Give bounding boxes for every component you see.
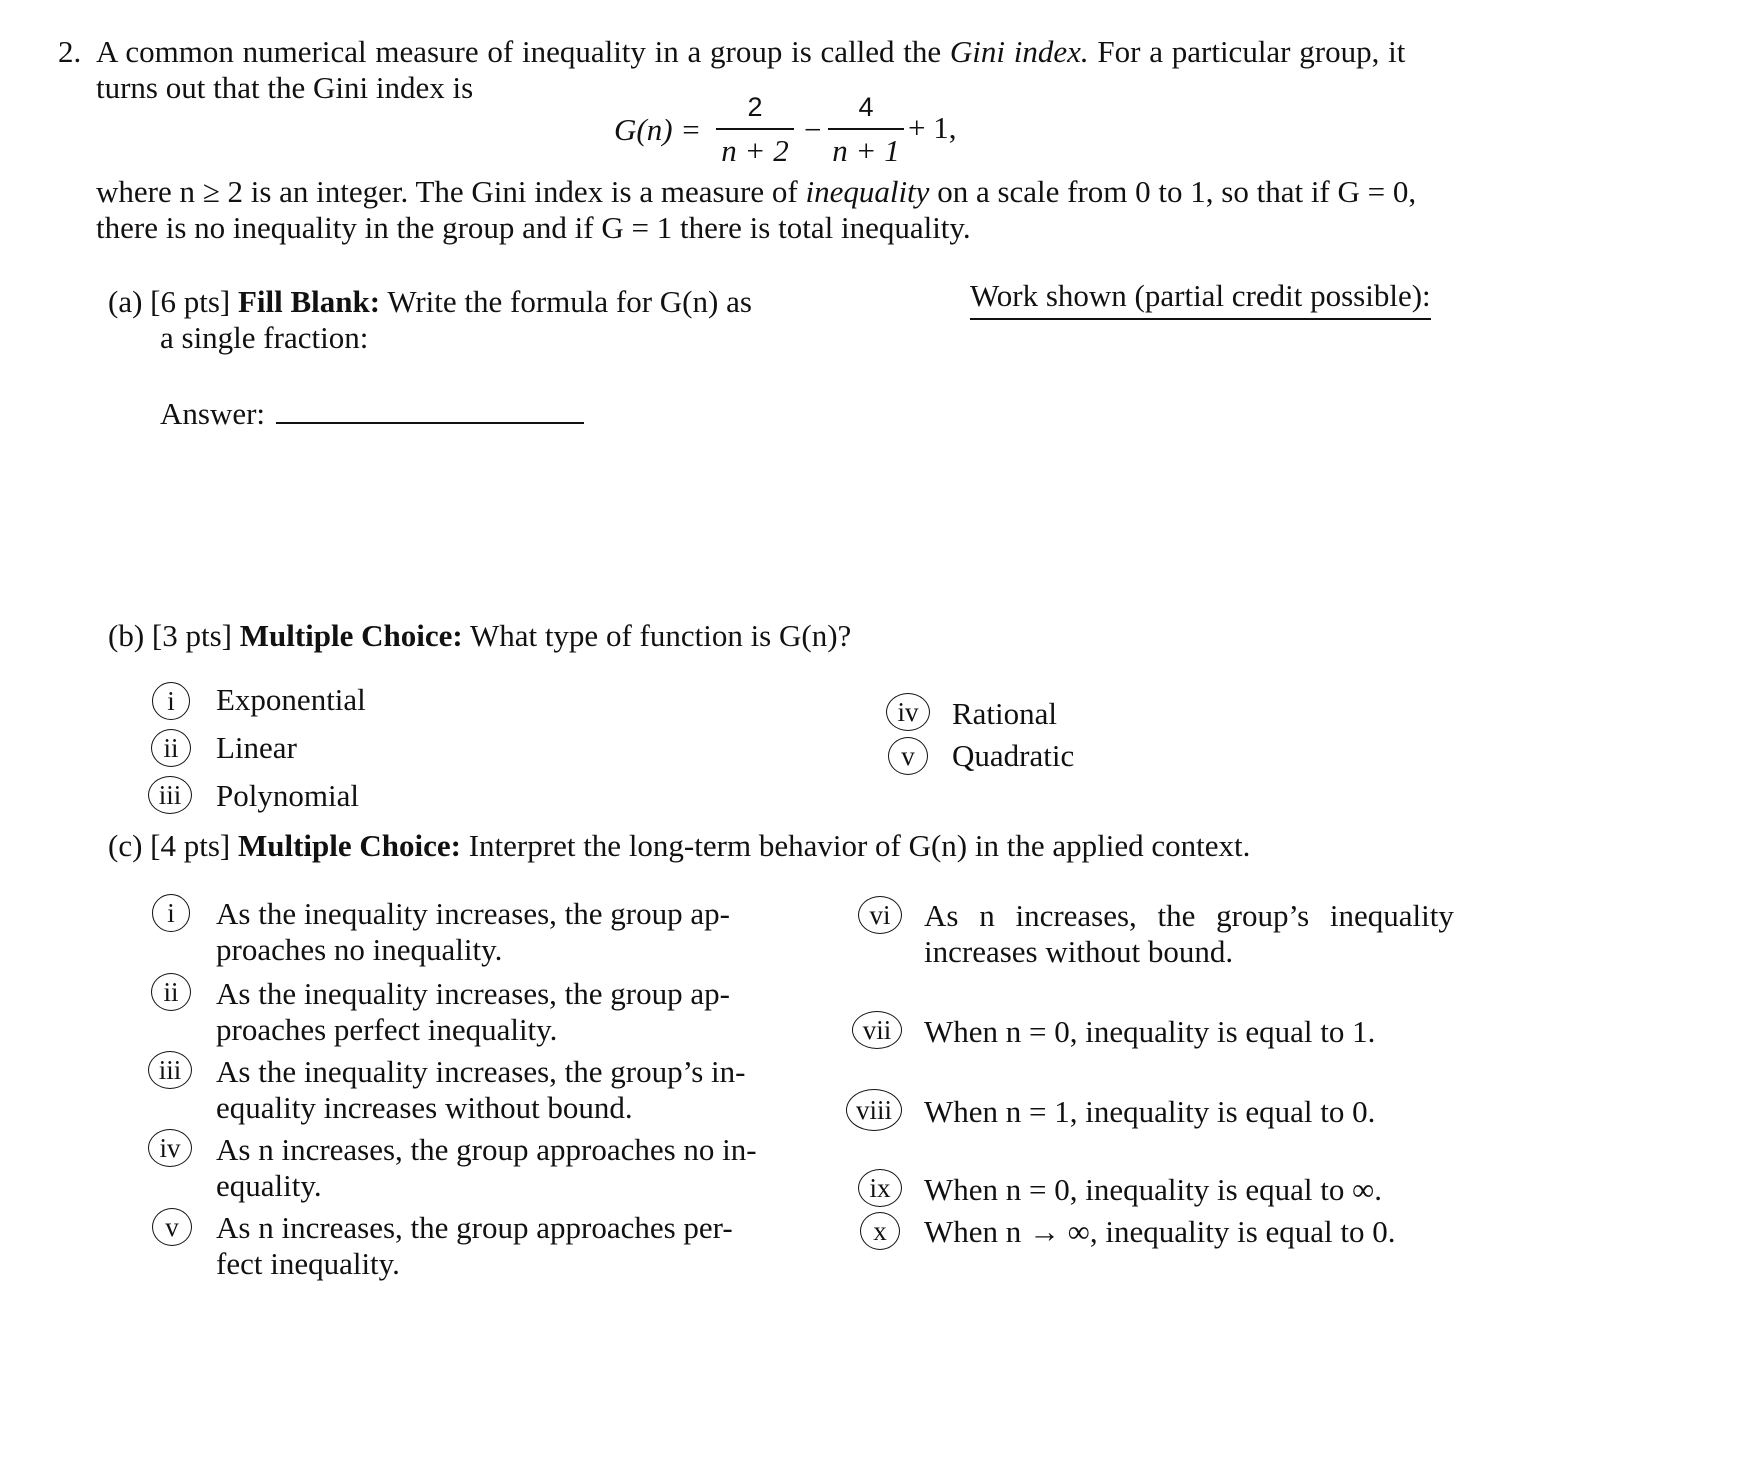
option-c-ix-marker[interactable]: ix	[858, 1169, 902, 1207]
option-c-vii-marker[interactable]: vii	[852, 1011, 902, 1049]
part-c-label: (c)	[108, 828, 143, 863]
part-a-kind: Fill Blank:	[237, 284, 381, 319]
option-b-iii-marker[interactable]: iii	[148, 776, 192, 814]
option-b-iv-marker[interactable]: iv	[886, 693, 930, 731]
intro-term: Gini index.	[949, 34, 1089, 69]
part-b-heading	[108, 616, 851, 656]
option-c-iv-line2: equality.	[216, 1168, 322, 1203]
option-c-ii-marker[interactable]: ii	[151, 973, 191, 1011]
option-c-i-marker[interactable]: i	[152, 894, 190, 932]
part-c-question: Interpret the long-term behavior of G(n) in the applied context.	[468, 828, 1251, 863]
answer-label: Answer:	[160, 396, 266, 431]
formula-tail: + 1,	[908, 110, 957, 145]
fraction-2-denominator: n + 1	[832, 133, 900, 168]
option-c-viii-marker[interactable]: viii	[846, 1089, 902, 1131]
fraction-1-denominator: n + 2	[721, 133, 789, 168]
where-text-post: on a scale from 0 to 1, so that if G = 0,	[937, 174, 1417, 209]
option-b-i-text: Exponential	[216, 682, 366, 717]
problem-intro-line1	[96, 32, 1405, 72]
option-c-v-marker[interactable]: v	[152, 1208, 192, 1246]
option-c-iii-line2: equality increases without bound.	[216, 1090, 633, 1125]
intro-text-pre: A common numerical measure of inequality in a group is called the	[96, 34, 942, 69]
option-c-iii-marker[interactable]: iii	[148, 1051, 192, 1089]
part-c-kind: Multiple Choice:	[237, 828, 461, 863]
option-c-x-marker[interactable]: x	[860, 1212, 900, 1250]
option-b-i-marker[interactable]: i	[152, 682, 190, 720]
part-b-kind: Multiple Choice:	[239, 618, 463, 653]
option-b-ii-text: Linear	[216, 730, 297, 765]
part-c-heading	[108, 826, 1250, 866]
formula-fraction-2	[828, 88, 904, 170]
part-a-text: Write the formula for G(n) as	[387, 284, 752, 319]
formula-lhs: G(n) =	[614, 112, 702, 147]
option-c-iii-line1: As the inequality increases, the group’s in-	[216, 1054, 746, 1089]
option-c-iv-line1: As n increases, the group approaches no in-	[216, 1132, 757, 1167]
option-c-x-line1: When n → ∞, inequality is equal to 0.	[924, 1214, 1396, 1249]
option-c-vi-marker[interactable]: vi	[858, 896, 902, 934]
part-b-question: What type of function is G(n)?	[469, 618, 852, 653]
intro-text-post: For a particular group, it	[1097, 34, 1406, 69]
fraction-2-numerator: 4	[858, 92, 874, 122]
option-c-v-line1: As n increases, the group approaches per-	[216, 1210, 733, 1245]
part-b-points: [3 pts]	[151, 618, 232, 653]
formula-fraction-1	[716, 88, 794, 170]
where-term: inequality	[805, 174, 930, 209]
formula-minus: −	[804, 112, 822, 147]
problem-where-line1	[96, 172, 1416, 212]
part-a-heading	[108, 282, 752, 322]
part-a-label: (a)	[108, 284, 143, 319]
option-c-ii-line1: As the inequality increases, the group ap-	[216, 976, 730, 1011]
fraction-1-bar	[716, 128, 794, 130]
option-c-vii-line1: When n = 0, inequality is equal to 1.	[924, 1014, 1376, 1049]
answer-blank[interactable]	[276, 422, 584, 424]
part-a-text-line2: a single fraction:	[160, 320, 369, 355]
problem-where-line2: there is no inequality in the group and if G = 1 there is total inequality.	[96, 210, 971, 245]
option-c-v-line2: fect inequality.	[216, 1246, 400, 1281]
option-b-v-marker[interactable]: v	[888, 737, 928, 775]
part-a-points: [6 pts]	[150, 284, 231, 319]
part-b-label: (b)	[108, 618, 145, 653]
part-c-points: [4 pts]	[150, 828, 231, 863]
option-c-ii-line2: proaches perfect inequality.	[216, 1012, 558, 1047]
option-b-iv-text: Rational	[952, 696, 1058, 731]
option-c-vi-line1: As n increases, the group’s inequality	[924, 898, 1454, 933]
option-b-iii-text: Polynomial	[216, 778, 359, 813]
fraction-2-bar	[828, 128, 904, 130]
problem-intro-line2: turns out that the Gini index is	[96, 70, 474, 105]
option-b-ii-marker[interactable]: ii	[151, 729, 191, 767]
where-text-pre: where n ≥ 2 is an integer. The Gini index is a measure of	[96, 174, 798, 209]
option-c-iv-marker[interactable]: iv	[148, 1129, 192, 1167]
option-c-i-line2: proaches no inequality.	[216, 932, 503, 967]
option-b-v-text: Quadratic	[952, 738, 1075, 773]
option-c-i-line1: As the inequality increases, the group ap-	[216, 896, 730, 931]
work-shown-label: Work shown (partial credit possible):	[970, 276, 1431, 320]
fraction-1-numerator: 2	[747, 92, 763, 122]
option-c-viii-line1: When n = 1, inequality is equal to 0.	[924, 1094, 1376, 1129]
option-c-ix-line1: When n = 0, inequality is equal to ∞.	[924, 1172, 1382, 1207]
problem-number: 2.	[58, 34, 82, 69]
option-c-vi-line2: increases without bound.	[924, 934, 1234, 969]
